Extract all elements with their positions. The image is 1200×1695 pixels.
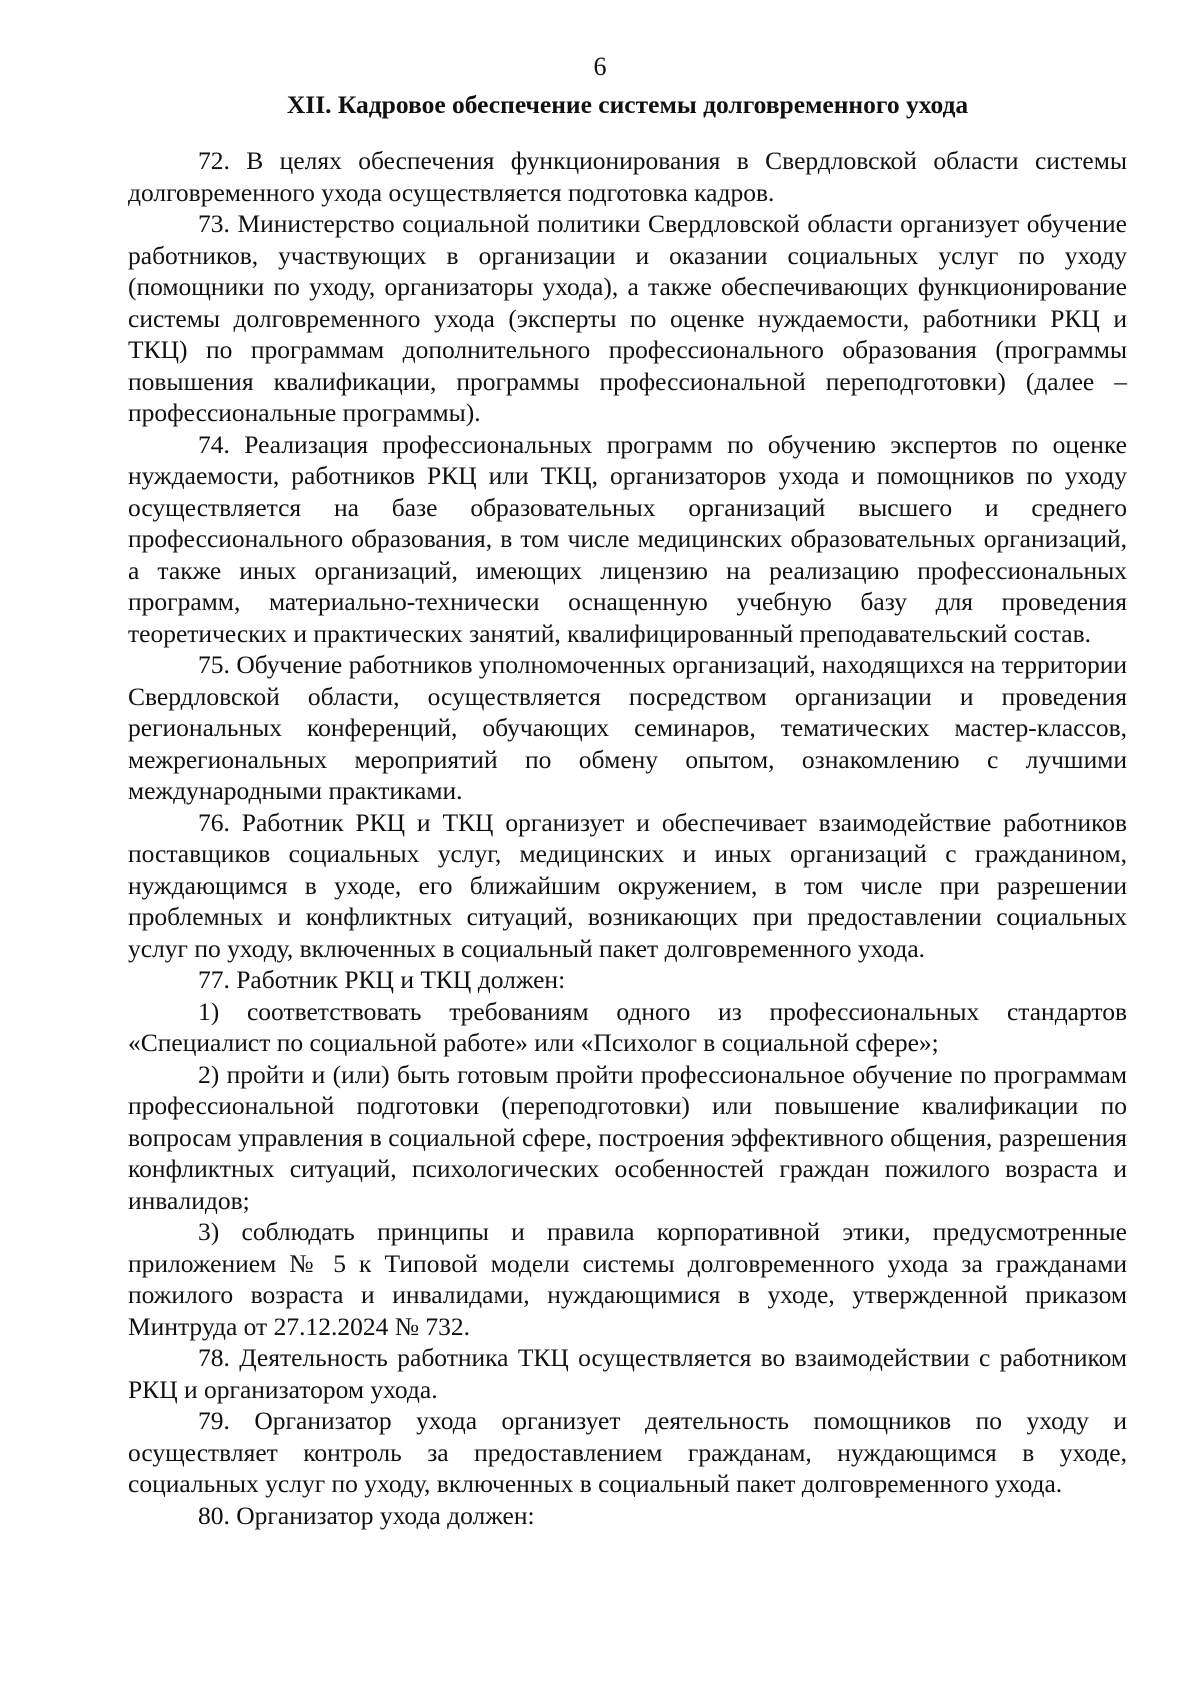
paragraph-75: 75. Обучение работников уполномоченных организаций, находящихся на территории Свердловской области, осуществляется посредством организации и проведения региональных конференций, обучающих семинаров, тематических мастер-классов, межрегиональных мероприятий по обмену опытом, ознакомлению с лучшими международными практиками. — [128, 650, 1127, 805]
page-number: 6 — [593, 52, 607, 81]
list-item-77-2: 2) пройти и (или) быть готовым пройти профессиональное обучение по программам профессиональной подготовки (переподготовки) или повышение квалификации по вопросам управления в социальной сфере, построения эффективного общения, разрешения конфликтных ситуаций, психологических особенностей граждан пожилого возраста и инвалидов; — [128, 1059, 1127, 1215]
paragraph-72: 72. В целях обеспечения функционирования в Свердловской области системы долговременного ухода осуществляется подготовка кадров. — [128, 146, 1127, 207]
paragraph-77: 77. Работник РКЦ и ТКЦ должен: — [198, 965, 566, 994]
paragraph-76: 76. Работник РКЦ и ТКЦ организует и обеспечивает взаимодействие работников поставщиков социальных услуг, медицинских и иных организаций с гражданином, нуждающимся в уходе, его ближайшим окружением, в том числе при разрешении проблемных и конфликтных ситуаций, возникающих при предоставлении социальных услуг по уходу, включенных в социальный пакет долговременного ухода. — [128, 807, 1127, 963]
list-item-77-1: 1) соответствовать требованиям одного из профессиональных стандартов «Специалист по социальной работе» или «Психолог в социальной сфере»; — [128, 996, 1127, 1057]
paragraph-80: 80. Организатор ухода должен: — [198, 1500, 535, 1530]
paragraph-74: 74. Реализация профессиональных программ по обучению экспертов по оценке нуждаемости, работников РКЦ или ТКЦ, организаторов ухода и помощников по уходу осуществляется на базе образовательных организаций высшего и среднего профессионального образования, в том числе медицинских образовательных организаций, а также иных организаций, имеющих лицензию на реализацию профессиональных программ, материально-технически оснащенную учебную базу для проведения теоретических и практических занятий, квалифицированный преподавательский состав. — [128, 429, 1127, 648]
paragraph-73: 73. Министерство социальной политики Свердловской области организует обучение работников, участвующих в организации и оказании социальных услуг по уходу (помощники по уходу, организаторы ухода), а также обеспечивающих функционирование системы долговременного ухода (эксперты по оценке нуждаемости, работники РКЦ и ТКЦ) по программам дополнительного профессионального образования (программы повышения квалификации, программы профессиональной переподготовки) (далее – профессиональные программы). — [128, 209, 1127, 427]
paragraph-79: 79. Организатор ухода организует деятельность помощников по уходу и осуществляет контроль за предоставлением гражданам, нуждающимся в уходе, социальных услуг по уходу, включенных в социальный пакет долговременного ухода. — [128, 1406, 1127, 1498]
list-item-77-3: 3) соблюдать принципы и правила корпоративной этики, предусмотренные приложением № 5 к Типовой модели системы долговременного ухода за гражданами пожилого возраста и инвалидами, нуждающимися в уходе, утвержденной приказом Минтруда от 27.12.2024 № 732. — [128, 1217, 1127, 1341]
document-body — [128, 145, 1127, 1531]
section-title: XII. Кадровое обеспечение системы долговременного ухода — [286, 90, 969, 119]
paragraph-78: 78. Деятельность работника ТКЦ осуществляется во взаимодействии с работником РКЦ и организатором ухода. — [128, 1343, 1127, 1404]
